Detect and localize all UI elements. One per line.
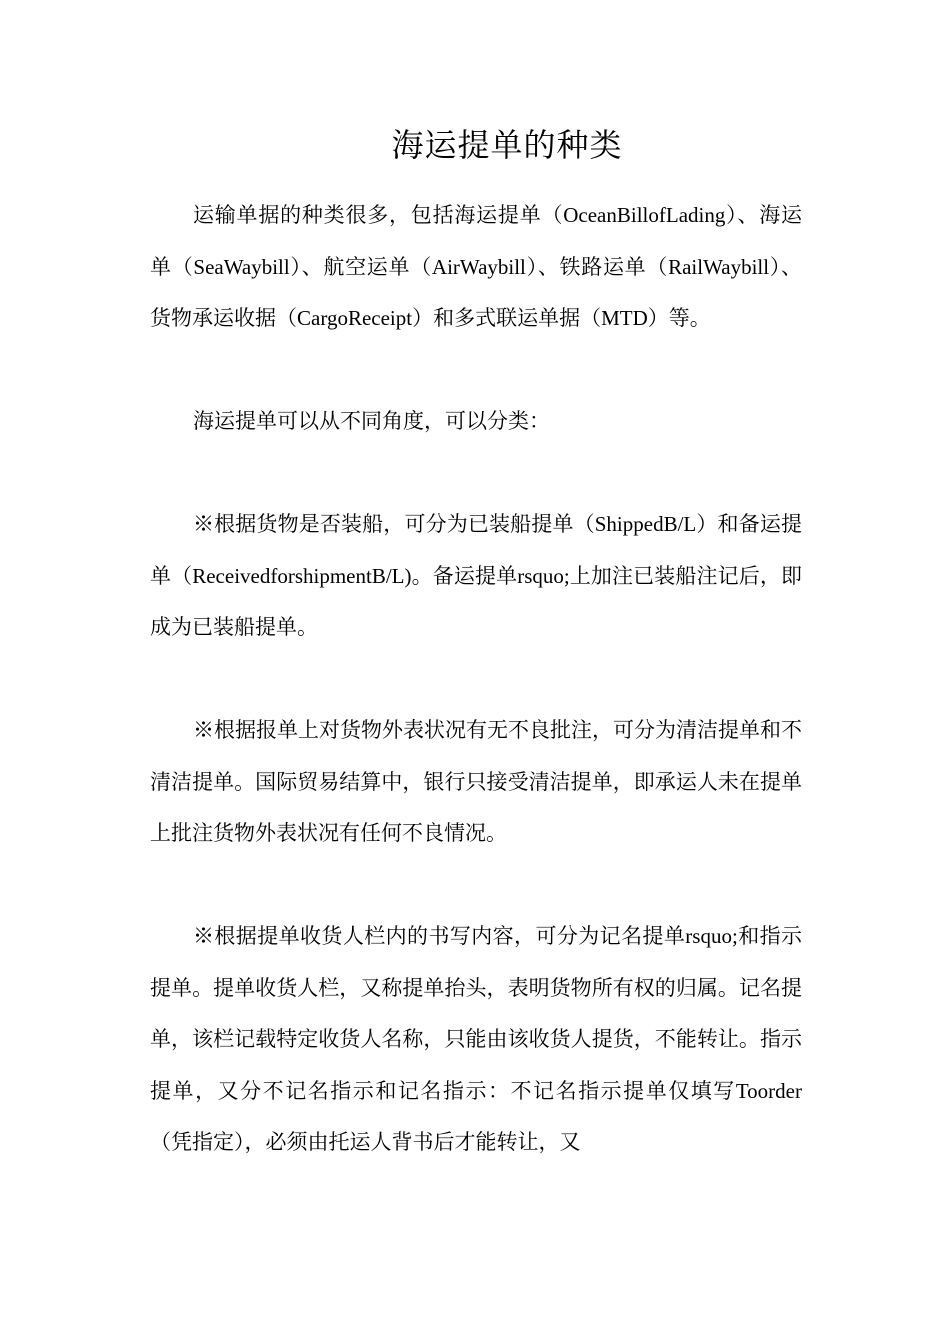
paragraph-gap — [150, 860, 802, 912]
paragraph-gap — [150, 345, 802, 397]
paragraph-shipped-bl: ※根据货物是否装船，可分为已装船提单（ShippedB/L）和备运提单（ReceivedforshipmentB/L)。备运提单rsquo;上加注已装船注记后，即成为已装船提单。 — [150, 512, 802, 639]
paragraph-gap — [150, 448, 802, 500]
paragraph-transport-documents: 运输单据的种类很多，包括海运提单（OceanBillofLading）、海运单（SeaWaybill）、航空运单（AirWaybill）、铁路运单（RailWaybill）、货物承运收据（CargoReceipt）和多式联运单据（MTD）等。 — [150, 203, 802, 330]
paragraph-clean-bl: ※根据报单上对货物外表状况有无不良批注，可分为清洁提单和不清洁提单。国际贸易结算中，银行只接受清洁提单，即承运人未在提单上批注货物外表状况有任何不良情况。 — [150, 718, 802, 845]
document-body — [150, 190, 802, 1169]
paragraph-classification-intro: 海运提单可以从不同角度，可以分类： — [193, 409, 550, 433]
paragraph-gap — [150, 654, 802, 706]
paragraph-consignee-bl: ※根据提单收货人栏内的书写内容，可分为记名提单rsquo;和指示提单。提单收货人栏，又称提单抬头，表明货物所有权的归属。记名提单，该栏记载特定收货人名称，只能由该收货人提货，不能转让。指示提单，又分不记名指示和记名指示：不记名指示提单仅填写Toorder（凭指定），必须由托运人背书后才能转让，又 — [150, 924, 802, 1154]
document-title: 海运提单的种类 — [391, 127, 623, 163]
